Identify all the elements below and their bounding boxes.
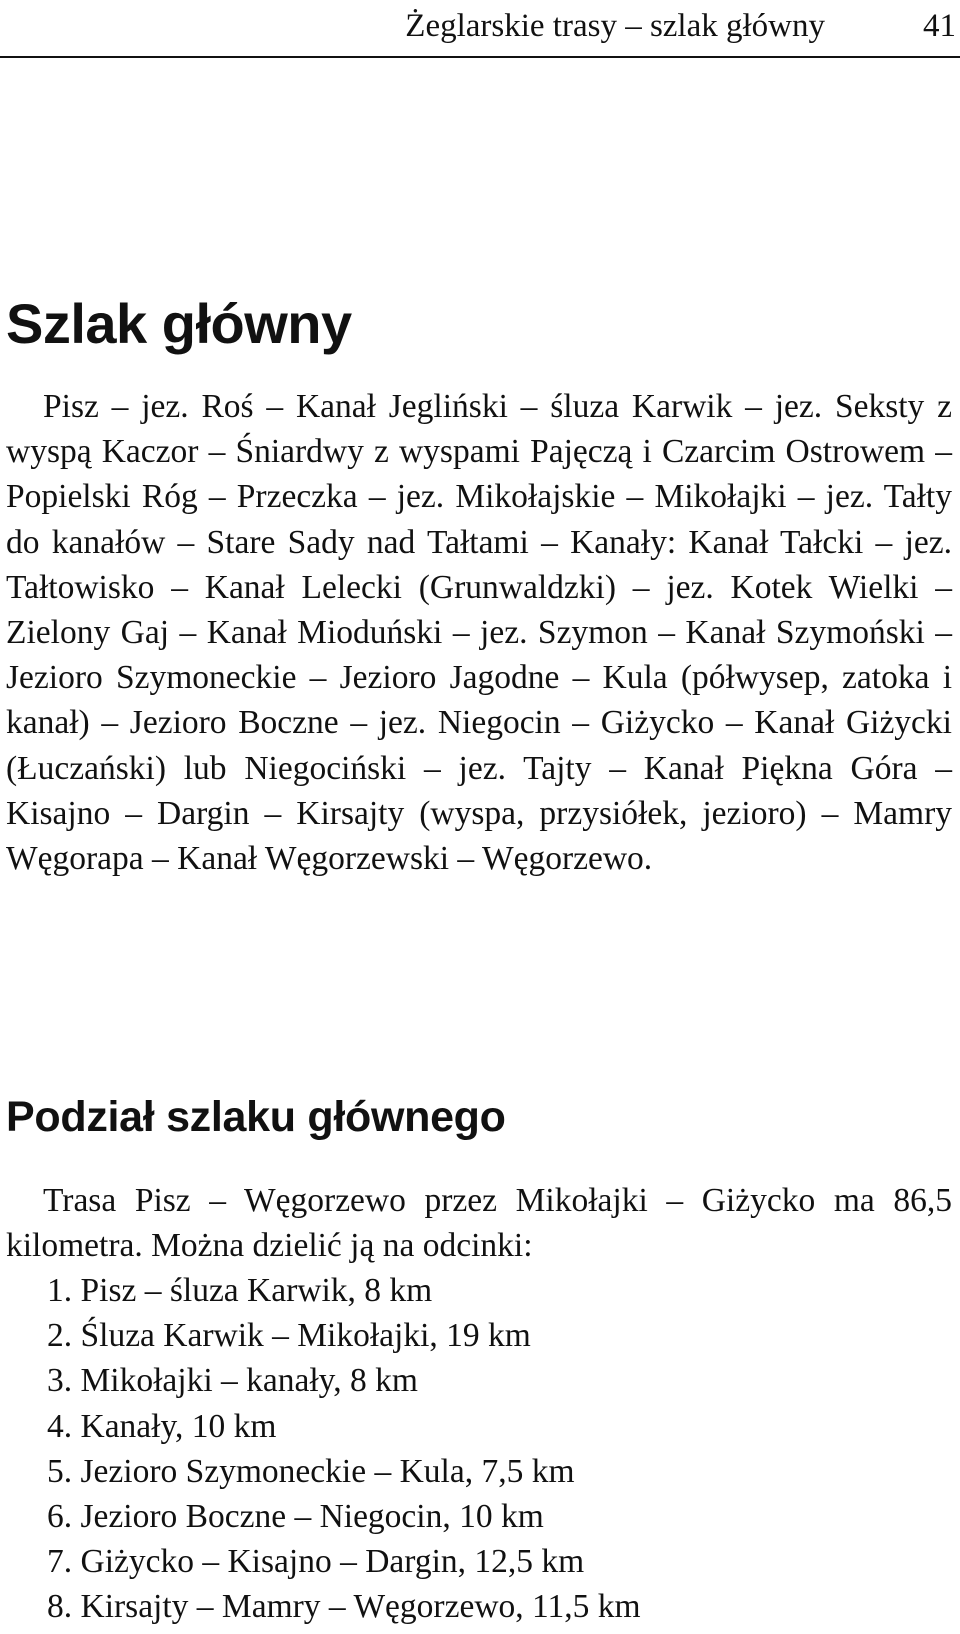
route-description: Pisz – jez. Roś – Kanał Jegliński – śluza Karwik – jez. Seksty z wyspą Kaczor – Śniardwy z wyspami Pajęczą i Czarcim Ostrowem – Popielski Róg – Przeczka – jez. Mikołajskie – Mikołajki – jez. Tałty do kanałów – Stare Sady nad Tałtami – Kanały: Kanał Tałcki – jez. Tałtowisko – Kanał Lelecki (Grunwaldzki) – jez. Kotek Wielki – Zielony Gaj – Kanał Mioduński – jez. Szymon – Kanał Szymoński – Jezioro Szymoneckie – Jezioro Jagodne – Kula (półwysep, zatoka i kanał) – Jezioro Boczne – jez. Niegocin – Giżycko – Kanał Giżycki (Łuczański) lub Niegociński – jez. Tajty – Kanał Piękna Góra – Kisajno – Dargin – Kirsajty (wyspa, przysiółek, jezioro) – Mamry Węgorapa – Kanał Węgorzewski – Węgorzewo. — [6, 388, 952, 878]
list-item: 8. Kirsajty – Mamry – Węgorzewo, 11,5 km — [47, 1588, 641, 1626]
list-item: 1. Pisz – śluza Karwik, 8 km — [47, 1272, 433, 1309]
section-heading: Podział szlaku głównego — [6, 1093, 506, 1141]
list-item: 4. Kanały, 10 km — [47, 1407, 277, 1445]
route-stages-list — [6, 1268, 952, 1630]
list-item: 5. Jezioro Szymoneckie – Kula, 7,5 km — [47, 1452, 575, 1490]
chapter-title: Szlak główny — [6, 292, 352, 355]
running-title: Żeglarskie trasy – szlak główny — [405, 8, 825, 44]
list-item: 6. Jezioro Boczne – Niegocin, 10 km — [47, 1498, 544, 1536]
running-header — [0, 0, 960, 58]
list-item: 2. Śluza Karwik – Mikołajki, 19 km — [47, 1317, 531, 1355]
list-item: 7. Giżycko – Kisajno – Dargin, 12,5 km — [47, 1543, 585, 1581]
page-number: 41 — [923, 8, 956, 44]
list-item: 3. Mikołajki – kanały, 8 km — [47, 1362, 418, 1400]
section-intro: Trasa Pisz – Węgorzewo przez Mikołajki – Giżycko ma 86,5 kilometra. Można dzielić ją na odcinki: — [6, 1182, 952, 1265]
